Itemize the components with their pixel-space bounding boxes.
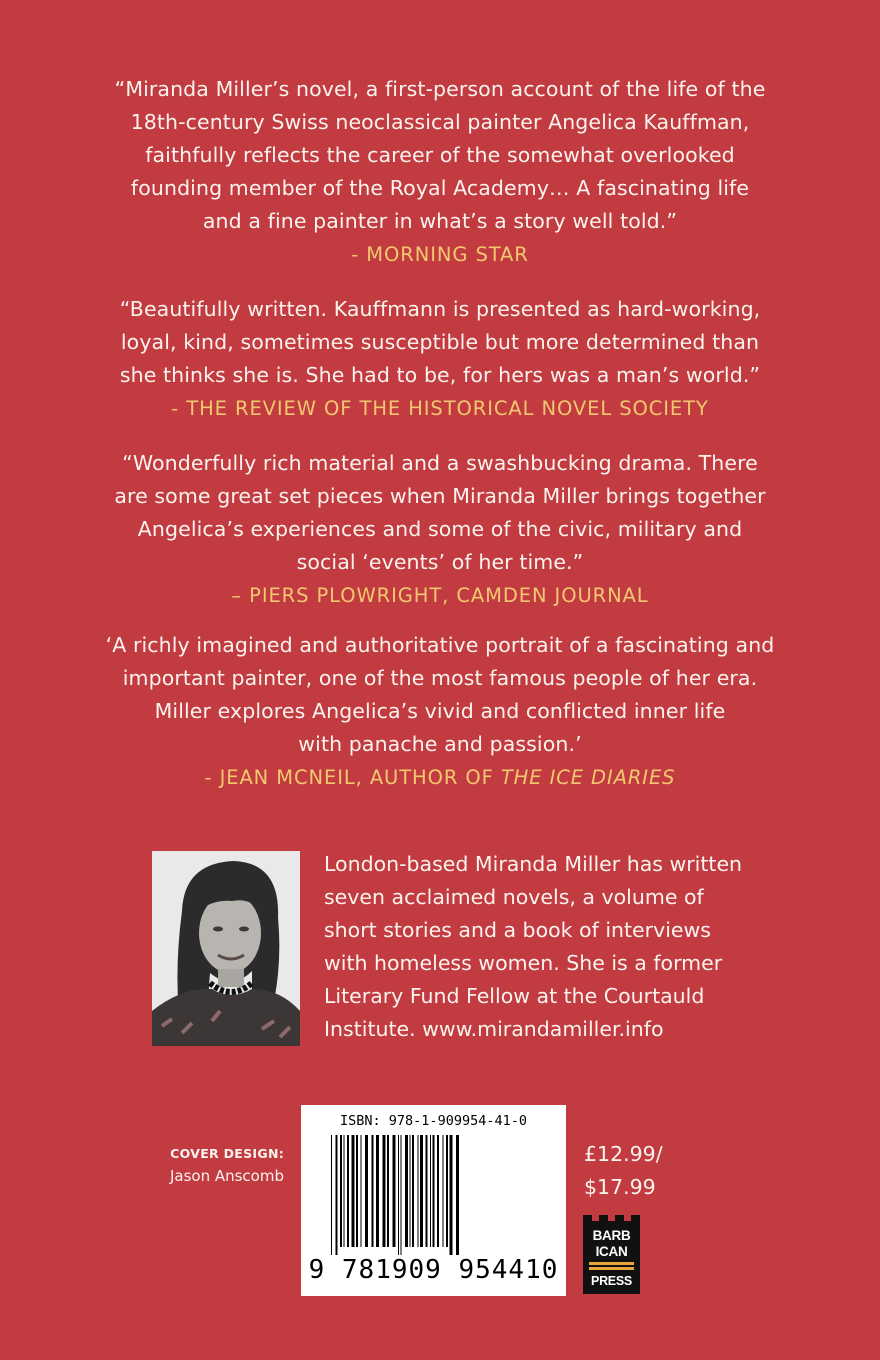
quote-line: ‘A richly imagined and authoritative portrait of a fascinating and [105, 633, 775, 657]
barcode-bar [426, 1135, 428, 1247]
barcode-bar [437, 1135, 439, 1247]
barcode-bar [443, 1135, 444, 1247]
barcode-bar [331, 1135, 332, 1255]
barcode-bars [331, 1135, 537, 1255]
barcode-bar [340, 1135, 342, 1247]
bio-line: short stories and a book of interviews [324, 918, 711, 942]
barcode-bar [450, 1135, 453, 1255]
logo-line: ICAN [595, 1244, 628, 1259]
quote-line: “Beautifully written. Kauffmann is presented as hard-working, [119, 297, 761, 321]
logo-crenel [583, 1215, 592, 1222]
barcode-bar [336, 1135, 338, 1255]
barcode-bar [361, 1135, 362, 1247]
quote-line: founding member of the Royal Academy… A fascinating life [130, 176, 750, 200]
logo-crenel [599, 1215, 608, 1222]
cover-design-credit [166, 1143, 284, 1187]
review-quote-jean-mcneil [60, 629, 820, 794]
quote-attribution: - THE REVIEW OF THE HISTORICAL NOVEL SOCIETY [171, 397, 709, 420]
quote-line: faithfully reflects the career of the somewhat overlooked [145, 143, 735, 167]
quote-line: loyal, kind, sometimes susceptible but more determined than [120, 330, 760, 354]
price [584, 1138, 663, 1204]
barcode-bar [383, 1135, 386, 1247]
author-photo [152, 851, 300, 1046]
isbn-barcode [301, 1105, 566, 1296]
logo-crenel [631, 1215, 640, 1222]
review-quote-historical-novel-society [60, 293, 820, 425]
review-quote-camden-journal [60, 447, 820, 612]
bio-line: Institute. www.mirandamiller.info [324, 1017, 664, 1041]
barcode-bar [401, 1135, 402, 1255]
barcode-bar [387, 1135, 389, 1247]
logo-line: BARB [592, 1228, 631, 1243]
barcode-bar [352, 1135, 355, 1247]
barcode-bar [456, 1135, 459, 1255]
logo-stripe [589, 1262, 634, 1265]
quote-line: with panache and passion.’ [298, 732, 582, 756]
barcode-bar [347, 1135, 349, 1247]
bio-line: London-based Miranda Miller has written [324, 852, 743, 876]
quote-attribution: - MORNING STAR [351, 243, 529, 266]
credit-label: COVER DESIGN: [170, 1146, 284, 1161]
quote-line: “Miranda Miller’s novel, a first-person account of the life of the [114, 77, 766, 101]
quote-line: social ‘events’ of her time.” [296, 550, 584, 574]
barcode-bar [410, 1135, 411, 1247]
review-quote-morning-star [60, 73, 820, 271]
quote-line: important painter, one of the most famous people of her era. [122, 666, 758, 690]
barcode-bar [344, 1135, 345, 1247]
barcode-bar [376, 1135, 379, 1247]
quote-attribution [60, 761, 820, 794]
quote-line: are some great set pieces when Miranda Miller brings together [114, 484, 766, 508]
barcode-bar [433, 1135, 435, 1247]
logo-stripe [589, 1267, 634, 1270]
credit-name: Jason Anscomb [169, 1167, 284, 1185]
barcode-digits: 9 781909 954410 [308, 1255, 559, 1285]
barcode-bar [398, 1135, 399, 1255]
price-gbp: £12.99/ [584, 1142, 663, 1166]
barcode-bar [393, 1135, 396, 1247]
quote-line: she thinks she is. She had to be, for hers was a man’s world.” [119, 363, 761, 387]
quote-line: “Wonderfully rich material and a swashbucking drama. There [122, 451, 758, 475]
barcode-bar [356, 1135, 358, 1247]
barcode-bar [446, 1135, 448, 1247]
price-usd: $17.99 [584, 1175, 656, 1199]
barcode-bar [418, 1135, 419, 1247]
barcode-bar [430, 1135, 431, 1247]
author-portrait-image [152, 851, 300, 1046]
quote-line: Angelica’s experiences and some of the civic, military and [137, 517, 743, 541]
author-bio [324, 848, 744, 1046]
quote-attribution: – PIERS PLOWRIGHT, CAMDEN JOURNAL [231, 584, 649, 607]
barcode-bar [365, 1135, 368, 1247]
barcode-bar [372, 1135, 374, 1247]
quote-line: Miller explores Angelica’s vivid and conflicted inner life [154, 699, 726, 723]
logo-line: PRESS [591, 1274, 632, 1288]
bio-line: Literary Fund Fellow at the Courtauld [324, 984, 705, 1008]
bio-line: with homeless women. She is a former [324, 951, 723, 975]
bio-line: seven acclaimed novels, a volume of [324, 885, 704, 909]
logo-crenel [615, 1215, 624, 1222]
barbican-press-logo [583, 1221, 640, 1294]
attribution-author: - JEAN MCNEIL, AUTHOR OF [204, 766, 501, 789]
quote-line: and a fine painter in what’s a story well told.” [202, 209, 678, 233]
barcode-bar [412, 1135, 414, 1247]
isbn-label: ISBN: 978-1-909954-41-0 [340, 1113, 527, 1129]
barcode-bar [405, 1135, 408, 1247]
attribution-book-title: THE ICE DIARIES [500, 766, 676, 789]
quote-line: 18th-century Swiss neoclassical painter Angelica Kauffman, [130, 110, 750, 134]
barcode-bar [420, 1135, 423, 1247]
